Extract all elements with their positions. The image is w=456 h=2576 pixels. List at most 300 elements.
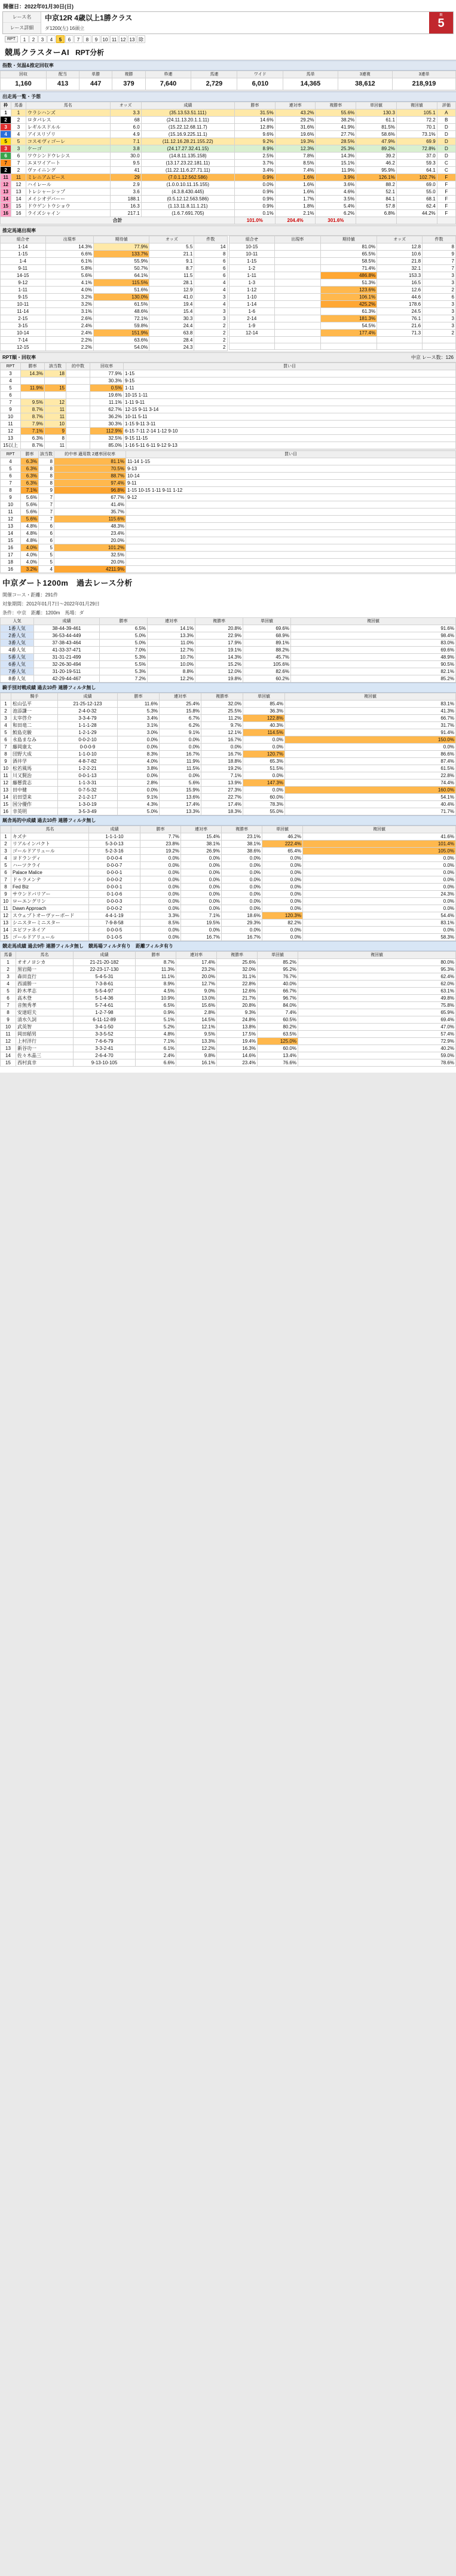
meeting-date: 開催日：2022年01月30日(日) xyxy=(3,4,74,10)
trainer-record: 3-3-2-41 xyxy=(74,1045,136,1052)
table-row[interactable] xyxy=(1,537,456,544)
table-row[interactable] xyxy=(1,995,456,1002)
rpt2-count: 8 xyxy=(39,473,54,480)
sire-place-roi: 41.6% xyxy=(303,833,456,841)
sire-place: 0.0% xyxy=(181,869,222,876)
table-row[interactable] xyxy=(1,1024,456,1031)
est-col-1: 出現率 xyxy=(45,236,93,243)
table-row[interactable] xyxy=(1,523,456,530)
est-left-combo: 9-15 xyxy=(1,294,46,301)
table-row[interactable] xyxy=(1,272,228,279)
horse-place-rate: 12.3% xyxy=(275,145,316,153)
table-row[interactable] xyxy=(229,243,456,251)
sire-win: 0.0% xyxy=(140,898,181,905)
table-row[interactable] xyxy=(1,544,456,552)
table-row[interactable] xyxy=(1,494,456,501)
table-row[interactable] xyxy=(1,117,456,124)
horse-rating: F xyxy=(437,174,455,181)
table-row[interactable] xyxy=(1,308,228,315)
horse-win-roi: 61.1 xyxy=(356,117,397,124)
trainer-index: 12 xyxy=(1,1038,16,1045)
race-tab-1[interactable]: 1 xyxy=(20,35,29,43)
table-row[interactable] xyxy=(1,891,456,898)
table-row[interactable] xyxy=(1,428,456,435)
sire-name: Palace Malice xyxy=(11,869,89,876)
horse-total-show: 301.6% xyxy=(316,217,356,224)
race-tab-4[interactable]: 4 xyxy=(47,35,56,43)
sire-show: 38.1% xyxy=(222,841,262,848)
est-right-count: 7 xyxy=(423,258,456,265)
table-row[interactable] xyxy=(1,912,456,919)
table-row[interactable] xyxy=(1,385,456,392)
est-right-prob xyxy=(275,330,321,337)
table-row[interactable] xyxy=(229,343,456,350)
sire-place-roi: 0.0% xyxy=(303,869,456,876)
rpt-roi: 30.3% xyxy=(90,377,124,385)
table-row[interactable] xyxy=(1,458,456,465)
table-row[interactable] xyxy=(1,1052,456,1059)
table-row[interactable] xyxy=(1,919,456,927)
horse-record: (35.13.53.51.111) xyxy=(141,109,234,117)
sire-place-roi: 54.4% xyxy=(303,912,456,919)
table-row[interactable] xyxy=(1,442,456,449)
est2-col-1: 出現率 xyxy=(275,236,321,243)
table-row[interactable] xyxy=(1,552,456,559)
sire-win-roi: 0.0% xyxy=(262,884,303,891)
table-row[interactable] xyxy=(1,701,456,708)
horse-place-roi: 37.0 xyxy=(396,153,437,160)
rpt2-legs xyxy=(126,566,456,573)
table-row[interactable] xyxy=(1,181,456,188)
jockey-win-roi: 65.3% xyxy=(243,758,285,765)
table-row[interactable] xyxy=(1,258,228,265)
jockey-name: 田中健 xyxy=(11,787,58,794)
est-left-combo: 10-11 xyxy=(1,301,46,308)
table-row[interactable] xyxy=(1,287,228,294)
table-row[interactable] xyxy=(229,265,456,272)
table-row[interactable] xyxy=(1,566,456,573)
trainer-win-roi: 76.7% xyxy=(258,973,298,981)
rpt-table-1-body xyxy=(1,370,456,449)
jockey-name: 松若風馬 xyxy=(11,765,58,772)
table-row[interactable] xyxy=(1,848,456,855)
table-row[interactable] xyxy=(1,959,456,966)
table-row[interactable] xyxy=(1,480,456,487)
table-row[interactable] xyxy=(1,330,228,337)
table-row[interactable] xyxy=(229,301,456,308)
table-row[interactable] xyxy=(1,1059,456,1067)
race-tab-7[interactable]: 7 xyxy=(74,35,82,43)
table-row[interactable] xyxy=(1,399,456,406)
jockey-win: 0.0% xyxy=(118,736,160,744)
rpt-count: 11 xyxy=(45,442,66,449)
table-row[interactable] xyxy=(1,337,228,344)
jockey-name: 永島まなみ xyxy=(11,736,58,744)
horse-place-roi: 69.9 xyxy=(396,138,437,145)
table-row[interactable] xyxy=(229,251,456,258)
est-right-combo: 12-14 xyxy=(229,330,275,337)
sire-place-roi: 101.4% xyxy=(303,841,456,848)
table-row[interactable] xyxy=(1,465,456,473)
table-row[interactable] xyxy=(1,869,456,876)
trainer-index: 4 xyxy=(1,981,16,988)
table-row[interactable] xyxy=(1,905,456,912)
horse-number: 13 xyxy=(11,188,26,196)
table-row[interactable] xyxy=(1,1031,456,1038)
rpt2-roi: 20.0% xyxy=(54,537,126,544)
table-row[interactable] xyxy=(1,1002,456,1009)
jockey-place: 5.6% xyxy=(160,780,201,787)
table-row xyxy=(1,78,456,90)
est-left-prob: 2.2% xyxy=(45,344,93,351)
trainer-index: 3 xyxy=(1,973,16,981)
rpt2-value: 18 xyxy=(1,559,21,566)
table-row[interactable] xyxy=(1,1045,456,1052)
est-right-expect: 54.5% xyxy=(320,322,377,330)
rpt2-rate: 5.6% xyxy=(21,508,39,516)
rpt2-col-2: 該当数 xyxy=(39,451,54,458)
est-left-prob: 2.4% xyxy=(45,322,93,330)
table-row[interactable] xyxy=(1,344,228,351)
trainer-name: 鈴木孝志 xyxy=(16,988,74,995)
table-row[interactable] xyxy=(1,729,456,736)
est-left-expect: 48.6% xyxy=(93,308,149,315)
race-tab-2[interactable]: 2 xyxy=(29,35,38,43)
est-left-expect: 61.5% xyxy=(93,301,149,308)
jockey-win: 5.3% xyxy=(118,708,160,715)
horse-odds: 3.6 xyxy=(110,188,141,196)
pop-show: 12.0% xyxy=(195,668,243,675)
trainer-win-roi: 60.0% xyxy=(258,1045,298,1052)
rpt2-rate: 4.0% xyxy=(21,552,39,559)
est-right-combo: 1-11 xyxy=(229,272,275,279)
table-row[interactable] xyxy=(1,736,456,744)
pop-place: 10.0% xyxy=(148,661,195,668)
table-row[interactable] xyxy=(1,876,456,884)
horse-win-roi: 47.9% xyxy=(356,138,397,145)
table-row[interactable] xyxy=(1,174,456,181)
table-row[interactable] xyxy=(229,337,456,343)
table-row[interactable] xyxy=(1,1038,456,1045)
horse-waku: 6 xyxy=(1,153,11,160)
table-row[interactable] xyxy=(1,279,228,287)
est-right-odds: 178.6 xyxy=(377,301,423,308)
table-row[interactable] xyxy=(1,654,456,661)
sire-index: 12 xyxy=(1,912,11,919)
sire-col-3: 連対率 xyxy=(181,826,222,833)
table-row[interactable] xyxy=(1,661,456,668)
pop-win: 5.0% xyxy=(100,640,148,647)
horse-place-rate: 2.1% xyxy=(275,210,316,217)
table-row[interactable] xyxy=(1,855,456,862)
race-tab-9[interactable]: 9 xyxy=(92,35,100,43)
table-header-row xyxy=(1,693,456,701)
sire-win: 0.0% xyxy=(140,884,181,891)
table-row[interactable] xyxy=(1,787,456,794)
trainer-win: 4.5% xyxy=(136,988,176,995)
table-row[interactable] xyxy=(229,279,456,287)
table-row[interactable] xyxy=(1,675,456,683)
table-row[interactable] xyxy=(1,722,456,729)
table-row[interactable] xyxy=(1,196,456,203)
horse-win-roi: 95.9% xyxy=(356,167,397,174)
jockey-place: 0.0% xyxy=(160,772,201,780)
race-tab-5[interactable]: 5 xyxy=(56,35,65,43)
trainer-name: 清水久詞 xyxy=(16,1016,74,1024)
table-row[interactable] xyxy=(1,294,228,301)
rpt-count: 12 xyxy=(45,399,66,406)
table-row[interactable] xyxy=(1,640,456,647)
horse-total-row xyxy=(1,217,456,224)
table-row[interactable] xyxy=(1,758,456,765)
pop-col-6: 複回値 xyxy=(291,618,456,625)
table-row[interactable] xyxy=(1,377,456,385)
trainer-show: 14.6% xyxy=(217,1052,258,1059)
horse-rating: D xyxy=(437,138,455,145)
horse-place-roi: 44.2% xyxy=(396,210,437,217)
rpt2-rate: 6.3% xyxy=(21,473,39,480)
sire-place-roi: 0.0% xyxy=(303,905,456,912)
table-row[interactable] xyxy=(1,421,456,428)
trainer-name: 森田直行 xyxy=(16,973,74,981)
sire-place: 0.0% xyxy=(181,905,222,912)
table-row[interactable] xyxy=(1,473,456,480)
sire-win: 0.0% xyxy=(140,927,181,934)
table-row[interactable] xyxy=(1,370,456,377)
table-row[interactable] xyxy=(1,898,456,905)
table-row[interactable] xyxy=(1,744,456,751)
race-tab-10[interactable]: 10 xyxy=(101,35,109,43)
table-row[interactable] xyxy=(1,243,228,251)
horse-number: 14 xyxy=(11,196,26,203)
rpt2-value: 16 xyxy=(1,544,21,552)
est-left-combo: 1-4 xyxy=(1,258,46,265)
table-row[interactable] xyxy=(1,927,456,934)
table-row[interactable] xyxy=(1,668,456,675)
jockey-place: 13.6% xyxy=(160,794,201,801)
sire-col-idx xyxy=(1,826,11,833)
table-row[interactable] xyxy=(1,203,456,210)
table-row[interactable] xyxy=(229,258,456,265)
horse-col-num: 馬番 xyxy=(11,102,26,109)
table-row[interactable] xyxy=(1,435,456,442)
race-tab-8[interactable]: 8 xyxy=(83,35,91,43)
sire-show: 0.0% xyxy=(222,891,262,898)
table-header-row xyxy=(229,236,456,243)
trainer-index: 10 xyxy=(1,1024,16,1031)
est-left-odds: 5.5 xyxy=(149,243,194,251)
sire-col-2: 勝率 xyxy=(140,826,181,833)
sire-name: キズナ xyxy=(11,833,89,841)
jockey-record: 1-1-1-28 xyxy=(58,722,118,729)
sire-win-roi: 0.0% xyxy=(262,905,303,912)
rpt-hits xyxy=(66,392,90,399)
table-row[interactable] xyxy=(1,501,456,508)
horse-number: 1 xyxy=(11,109,26,117)
table-row[interactable] xyxy=(1,265,228,272)
table-row[interactable] xyxy=(1,751,456,758)
table-row[interactable] xyxy=(1,988,456,995)
estimate-right-body xyxy=(229,243,456,350)
jockey-win-roi: 51.5% xyxy=(243,765,285,772)
table-row[interactable] xyxy=(1,413,456,421)
table-row[interactable] xyxy=(1,138,456,145)
table-row[interactable] xyxy=(1,841,456,848)
table-row[interactable] xyxy=(1,1016,456,1024)
table-row[interactable] xyxy=(1,559,456,566)
table-row[interactable] xyxy=(1,530,456,537)
est-left-prob: 4.0% xyxy=(45,287,93,294)
table-row[interactable] xyxy=(1,160,456,167)
sire-place: 0.0% xyxy=(181,884,222,891)
jockey-win: 3.0% xyxy=(118,729,160,736)
table-row[interactable] xyxy=(1,833,456,841)
table-row[interactable] xyxy=(1,708,456,715)
race-name-label: レース名 xyxy=(3,12,41,23)
trainer-place: 12.7% xyxy=(176,981,217,988)
rpt2-count: 5 xyxy=(39,544,54,552)
trainer-name: 岡田稲男 xyxy=(16,1031,74,1038)
sire-place: 7.1% xyxy=(181,912,222,919)
jockey-record: 0-7-5-32 xyxy=(58,787,118,794)
rpt2-roi: 23.4% xyxy=(54,530,126,537)
trainer-win: 4.8% xyxy=(136,1031,176,1038)
table-row[interactable] xyxy=(1,145,456,153)
jockey-win-roi: 60.0% xyxy=(243,794,285,801)
horse-record: (14.8.11.135.158) xyxy=(141,153,234,160)
jockey-show: 13.9% xyxy=(201,780,243,787)
rpt2-roi: 70.5% xyxy=(54,465,126,473)
trainer-win-roi: 13.4% xyxy=(258,1052,298,1059)
table-row[interactable] xyxy=(1,406,456,413)
jockey-index: 13 xyxy=(1,787,11,794)
horse-win-rate: 0.9% xyxy=(234,188,275,196)
table-row[interactable] xyxy=(1,315,228,322)
table-row[interactable] xyxy=(1,765,456,772)
table-row[interactable] xyxy=(1,780,456,787)
est-right-expect: 123.6% xyxy=(320,287,377,294)
est-right-odds: 153.3 xyxy=(377,272,423,279)
table-row[interactable] xyxy=(1,109,456,117)
table-row[interactable] xyxy=(1,392,456,399)
trainer-index: 15 xyxy=(1,1059,16,1067)
table-row[interactable] xyxy=(1,167,456,174)
table-row[interactable] xyxy=(1,647,456,654)
table-row[interactable] xyxy=(1,808,456,815)
rpt-title xyxy=(0,352,456,363)
table-row[interactable] xyxy=(1,801,456,808)
table-row[interactable] xyxy=(1,124,456,131)
table-row[interactable] xyxy=(1,188,456,196)
payout-val-3: 379 xyxy=(112,78,145,90)
trainer-place-roi: 40.2% xyxy=(298,1045,456,1052)
table-row[interactable] xyxy=(1,251,228,258)
table-row[interactable] xyxy=(1,966,456,973)
jockey-name: 岩田望来 xyxy=(11,794,58,801)
trainer-place-roi: 63.1% xyxy=(298,988,456,995)
table-row[interactable] xyxy=(1,981,456,988)
table-row[interactable] xyxy=(229,294,456,301)
table-row[interactable] xyxy=(1,772,456,780)
pop-win-roi: 45.7% xyxy=(243,654,291,661)
pop-place: 8.8% xyxy=(148,668,195,675)
tr-col-2: 成績 xyxy=(74,952,136,959)
est-right-expect: 58.5% xyxy=(320,258,377,265)
rpt-value: 12 xyxy=(1,428,21,435)
race-tab-scratched[interactable]: 除 xyxy=(137,35,145,43)
horse-number: 11 xyxy=(11,174,26,181)
table-row[interactable] xyxy=(229,322,456,330)
table-row[interactable] xyxy=(1,973,456,981)
sire-place: 0.0% xyxy=(181,898,222,905)
rpt-col-2: 該当数 xyxy=(45,363,66,370)
race-tab-11[interactable]: 11 xyxy=(110,35,118,43)
table-row[interactable] xyxy=(1,715,456,722)
table-row[interactable] xyxy=(229,287,456,294)
rpt2-value: 10 xyxy=(1,501,21,508)
table-row[interactable] xyxy=(1,625,456,632)
table-row[interactable] xyxy=(1,301,228,308)
table-row[interactable] xyxy=(1,153,456,160)
horse-name: コスモヴィゴーレ xyxy=(26,138,110,145)
rpt2-legs xyxy=(126,537,456,544)
table-row[interactable] xyxy=(1,131,456,138)
horse-number: 12 xyxy=(11,181,26,188)
est-left-odds: 28.1 xyxy=(149,279,194,287)
jockey-record: 3-3-4-79 xyxy=(58,715,118,722)
payout-col-9: 3連単 xyxy=(393,71,456,78)
rpt-tag: RPT xyxy=(5,36,18,42)
table-row[interactable] xyxy=(1,210,456,217)
rpt-roi: 30.3% xyxy=(90,421,124,428)
table-row[interactable] xyxy=(229,330,456,337)
table-row[interactable] xyxy=(1,884,456,891)
table-row[interactable] xyxy=(1,516,456,523)
race-number-strip[interactable] xyxy=(2,34,454,44)
sire-name: ドゥラメンテ xyxy=(11,876,89,884)
est-left-count: 2 xyxy=(194,344,227,351)
table-row[interactable] xyxy=(229,315,456,322)
table-header-row xyxy=(1,451,456,458)
jockey-win-roi: 0.0% xyxy=(243,736,285,744)
table-row[interactable] xyxy=(1,794,456,801)
table-row[interactable] xyxy=(1,508,456,516)
table-row[interactable] xyxy=(1,862,456,869)
race-tab-3[interactable]: 3 xyxy=(38,35,47,43)
table-row[interactable] xyxy=(1,1009,456,1016)
trainer-index: 13 xyxy=(1,1045,16,1052)
race-tab-12[interactable]: 12 xyxy=(119,35,127,43)
table-row[interactable] xyxy=(1,632,456,640)
sire-col-4: 複勝率 xyxy=(222,826,262,833)
est-left-prob: 3.2% xyxy=(45,301,93,308)
rpt-rate: 11.9% xyxy=(21,385,45,392)
table-row[interactable] xyxy=(229,308,456,315)
table-row[interactable] xyxy=(1,487,456,494)
table-header-row xyxy=(1,236,228,243)
est-right-prob xyxy=(275,308,321,315)
table-row[interactable] xyxy=(229,272,456,279)
table-row[interactable] xyxy=(1,322,228,330)
race-tab-13[interactable]: 13 xyxy=(128,35,136,43)
trainer-win: 6.5% xyxy=(136,1002,176,1009)
table-row[interactable] xyxy=(1,934,456,941)
rpt2-legs: 9-13 xyxy=(126,465,456,473)
est-right-combo: 1-14 xyxy=(229,301,275,308)
sire-index: 10 xyxy=(1,898,11,905)
race-tab-6[interactable]: 6 xyxy=(65,35,74,43)
sire-record: 1-1-1-10 xyxy=(89,833,140,841)
